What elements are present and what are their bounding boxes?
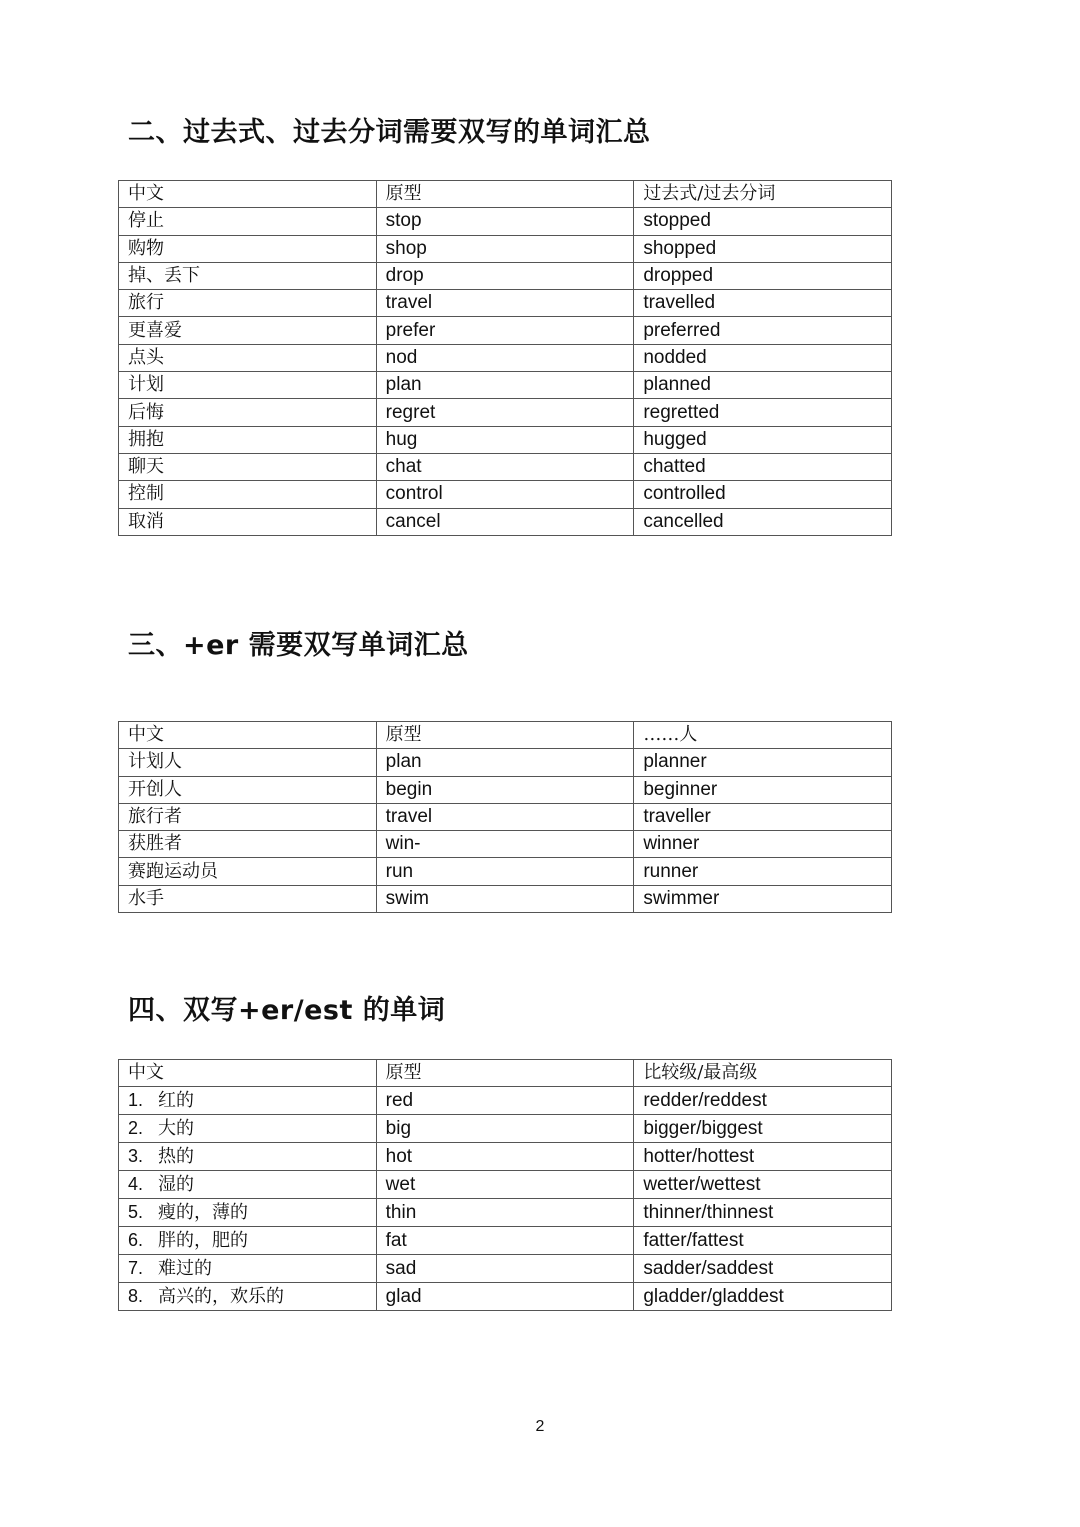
table-row xyxy=(119,262,892,289)
comparative-superlative: thinner/thinnest xyxy=(634,1199,892,1227)
table-row xyxy=(119,1143,892,1171)
base-form: stop xyxy=(376,208,634,235)
chinese-meaning xyxy=(119,1171,377,1199)
header-base-form: 原型 xyxy=(376,181,634,208)
table-header-row xyxy=(119,181,892,208)
chinese-meaning-text: 高兴的，欢乐的 xyxy=(158,1286,284,1308)
page-number: 2 xyxy=(535,1418,545,1435)
header-derived-form: ……人 xyxy=(634,722,892,749)
chinese-meaning xyxy=(119,1115,377,1143)
table-row xyxy=(119,481,892,508)
table-row xyxy=(119,426,892,453)
item-number: 3. xyxy=(128,1146,144,1167)
item-number: 4. xyxy=(128,1174,144,1195)
chinese-meaning-text: 大的 xyxy=(158,1118,194,1140)
base-form: sad xyxy=(376,1255,634,1283)
derived-form: swimmer xyxy=(634,885,892,912)
chinese-meaning: 拥抱 xyxy=(119,426,377,453)
table-row xyxy=(119,1087,892,1115)
base-form: travel xyxy=(376,803,634,830)
chinese-meaning: 计划人 xyxy=(119,749,377,776)
section4-heading: 四、双写+er/est 的单词 xyxy=(128,995,446,1026)
table-row xyxy=(119,1115,892,1143)
base-form: thin xyxy=(376,1199,634,1227)
table-row xyxy=(119,885,892,912)
derived-form: runner xyxy=(634,858,892,885)
base-form: shop xyxy=(376,235,634,262)
er-person-table xyxy=(118,721,892,913)
table-row xyxy=(119,453,892,480)
derived-form: chatted xyxy=(634,453,892,480)
item-number: 6. xyxy=(128,1230,144,1251)
table-row xyxy=(119,776,892,803)
derived-form: preferred xyxy=(634,317,892,344)
header-base-form: 原型 xyxy=(376,1060,634,1087)
base-form: drop xyxy=(376,262,634,289)
base-form: wet xyxy=(376,1171,634,1199)
comparative-superlative: sadder/saddest xyxy=(634,1255,892,1283)
derived-form: traveller xyxy=(634,803,892,830)
chinese-meaning: 聊天 xyxy=(119,453,377,480)
chinese-meaning: 获胜者 xyxy=(119,831,377,858)
base-form: swim xyxy=(376,885,634,912)
table-row xyxy=(119,749,892,776)
header-chinese: 中文 xyxy=(119,181,377,208)
chinese-meaning: 购物 xyxy=(119,235,377,262)
table-row xyxy=(119,508,892,535)
table-row xyxy=(119,399,892,426)
header-base-form: 原型 xyxy=(376,722,634,749)
chinese-meaning-text: 胖的，肥的 xyxy=(158,1230,248,1252)
chinese-meaning: 点头 xyxy=(119,344,377,371)
chinese-meaning: 开创人 xyxy=(119,776,377,803)
table-row xyxy=(119,235,892,262)
chinese-meaning xyxy=(119,1199,377,1227)
base-form: nod xyxy=(376,344,634,371)
comparative-table xyxy=(118,1059,892,1311)
derived-form: regretted xyxy=(634,399,892,426)
table-header-row xyxy=(119,722,892,749)
base-form: glad xyxy=(376,1283,634,1311)
chinese-meaning: 取消 xyxy=(119,508,377,535)
table-row xyxy=(119,1255,892,1283)
table-header-row xyxy=(119,1060,892,1087)
base-form: plan xyxy=(376,372,634,399)
base-form: hot xyxy=(376,1143,634,1171)
chinese-meaning-text: 难过的 xyxy=(158,1258,212,1280)
comparative-superlative: wetter/wettest xyxy=(634,1171,892,1199)
derived-form: winner xyxy=(634,831,892,858)
chinese-meaning xyxy=(119,1143,377,1171)
base-form: plan xyxy=(376,749,634,776)
base-form: red xyxy=(376,1087,634,1115)
chinese-meaning xyxy=(119,1087,377,1115)
base-form: fat xyxy=(376,1227,634,1255)
table-row xyxy=(119,317,892,344)
derived-form: stopped xyxy=(634,208,892,235)
chinese-meaning-text: 红的 xyxy=(158,1090,194,1112)
base-form: hug xyxy=(376,426,634,453)
chinese-meaning: 旅行 xyxy=(119,290,377,317)
base-form: begin xyxy=(376,776,634,803)
derived-form: planned xyxy=(634,372,892,399)
base-form: cancel xyxy=(376,508,634,535)
chinese-meaning-text: 瘦的，薄的 xyxy=(158,1202,248,1224)
derived-form: shopped xyxy=(634,235,892,262)
table-row xyxy=(119,372,892,399)
base-form: run xyxy=(376,858,634,885)
table-row xyxy=(119,803,892,830)
section2-heading: 二、过去式、过去分词需要双写的单词汇总 xyxy=(128,117,651,148)
base-form: win- xyxy=(376,831,634,858)
base-form: big xyxy=(376,1115,634,1143)
base-form: travel xyxy=(376,290,634,317)
base-form: chat xyxy=(376,453,634,480)
section3-heading: 三、+er 需要双写单词汇总 xyxy=(128,630,469,661)
table-row xyxy=(119,290,892,317)
chinese-meaning: 掉、丢下 xyxy=(119,262,377,289)
base-form: control xyxy=(376,481,634,508)
item-number: 7. xyxy=(128,1258,144,1279)
derived-form: dropped xyxy=(634,262,892,289)
table-row xyxy=(119,831,892,858)
derived-form: beginner xyxy=(634,776,892,803)
chinese-meaning: 旅行者 xyxy=(119,803,377,830)
past-tense-table xyxy=(118,180,892,536)
chinese-meaning: 后悔 xyxy=(119,399,377,426)
derived-form: planner xyxy=(634,749,892,776)
table-row xyxy=(119,1199,892,1227)
header-derived-form: 过去式/过去分词 xyxy=(634,181,892,208)
chinese-meaning: 更喜爱 xyxy=(119,317,377,344)
comparative-superlative: fatter/fattest xyxy=(634,1227,892,1255)
chinese-meaning: 赛跑运动员 xyxy=(119,858,377,885)
chinese-meaning: 控制 xyxy=(119,481,377,508)
item-number: 8. xyxy=(128,1286,144,1307)
table-row xyxy=(119,1171,892,1199)
table-row xyxy=(119,344,892,371)
chinese-meaning xyxy=(119,1227,377,1255)
comparative-superlative: hotter/hottest xyxy=(634,1143,892,1171)
base-form: prefer xyxy=(376,317,634,344)
table-row xyxy=(119,858,892,885)
header-derived-form: 比较级/最高级 xyxy=(634,1060,892,1087)
derived-form: hugged xyxy=(634,426,892,453)
table-row xyxy=(119,1227,892,1255)
chinese-meaning xyxy=(119,1283,377,1311)
header-chinese: 中文 xyxy=(119,1060,377,1087)
derived-form: nodded xyxy=(634,344,892,371)
header-chinese: 中文 xyxy=(119,722,377,749)
chinese-meaning: 停止 xyxy=(119,208,377,235)
derived-form: travelled xyxy=(634,290,892,317)
chinese-meaning-text: 湿的 xyxy=(158,1174,194,1196)
base-form: regret xyxy=(376,399,634,426)
comparative-superlative: gladder/gladdest xyxy=(634,1283,892,1311)
table-row xyxy=(119,208,892,235)
derived-form: controlled xyxy=(634,481,892,508)
chinese-meaning-text: 热的 xyxy=(158,1146,194,1168)
derived-form: cancelled xyxy=(634,508,892,535)
comparative-superlative: bigger/biggest xyxy=(634,1115,892,1143)
item-number: 2. xyxy=(128,1118,144,1139)
item-number: 1. xyxy=(128,1090,144,1111)
table-row xyxy=(119,1283,892,1311)
chinese-meaning: 水手 xyxy=(119,885,377,912)
item-number: 5. xyxy=(128,1202,144,1223)
chinese-meaning xyxy=(119,1255,377,1283)
chinese-meaning: 计划 xyxy=(119,372,377,399)
comparative-superlative: redder/reddest xyxy=(634,1087,892,1115)
